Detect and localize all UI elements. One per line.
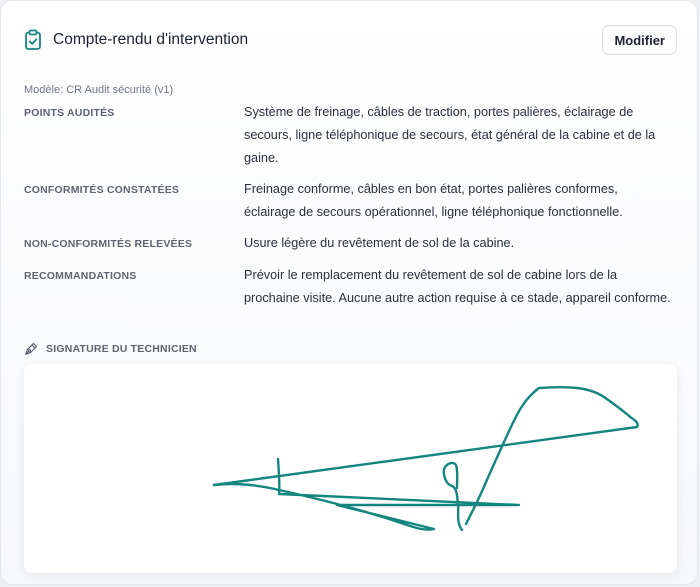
section-value: Prévoir le remplacement du revêtement de sol de cabine lors de la prochaine visite. Aucune autre action requise à ce stade, appareil conforme. [244,268,671,305]
section-label: CONFORMITÉS CONSTATÉES [24,184,180,196]
page-title: Compte-rendu d'intervention [53,31,249,48]
signature-pad[interactable] [24,364,677,573]
clipboard-check-icon [23,29,43,51]
section-audited-points [24,107,671,170]
model-label: Modèle: CR Audit sécurité (v1) [24,84,174,96]
edit-button[interactable]: Modifier [602,25,677,55]
section-value: Système de freinage, câbles de traction, portes palières, éclairage de secours, ligne téléphonique de secours, état général de la cabine et de la gaine. [244,105,656,165]
pen-tool-icon [24,342,38,356]
section-label: POINTS AUDITÉS [24,107,115,119]
section-value: Usure légère du revêtement de sol de la cabine. [244,236,515,250]
signature-title: SIGNATURE DU TECHNICIEN [46,343,197,355]
section-recommendations [24,270,671,310]
signature-drawing [24,364,677,573]
signature-heading [24,342,197,356]
card-header [23,29,675,51]
section-conformities [24,184,671,224]
section-value: Freinage conforme, câbles en bon état, portes palières conformes, éclairage de secours opérationnel, ligne téléphonique fonctionnelle. [244,182,623,219]
section-non-conformities [24,238,671,255]
section-label: RECOMMANDATIONS [24,270,137,282]
section-label: NON-CONFORMITÉS RELEVÉES [24,238,193,250]
